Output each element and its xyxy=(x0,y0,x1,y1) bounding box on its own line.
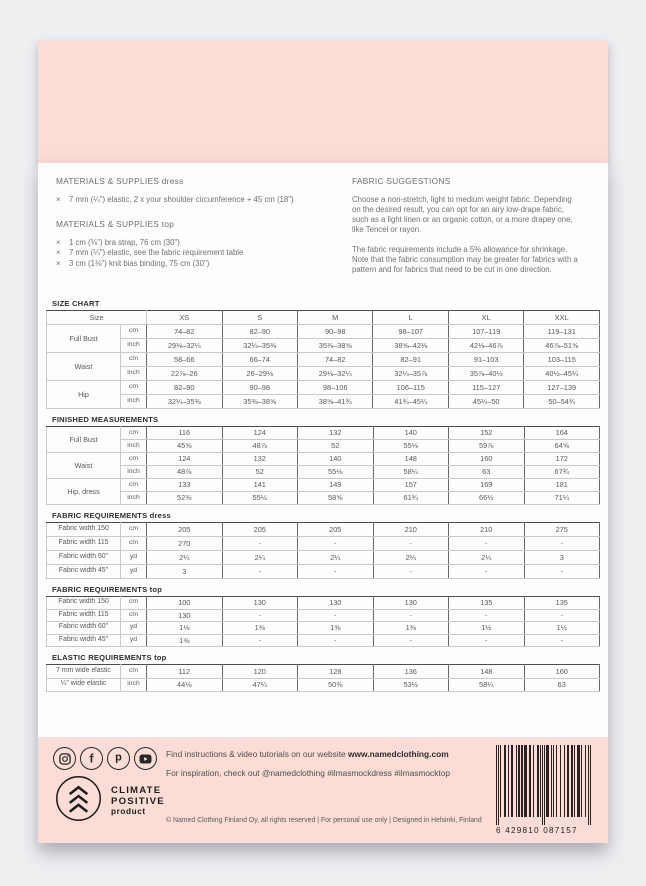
table-cell: 3 xyxy=(524,551,600,565)
table-cell: 67¾ xyxy=(524,466,600,479)
instagram-icon xyxy=(53,747,76,770)
fabric-requirements-top-label: FABRIC REQUIREMENTS top xyxy=(52,585,163,594)
fabric-suggestions-paragraph: The fabric requirements include a 5% allowance for shrinkage. Note that the fabric consumption may be greater for fabrics with a pattern and for fabrics that need to be cut in one direction. xyxy=(352,245,578,274)
table-cell: - xyxy=(298,565,374,579)
table-cell: 210 xyxy=(449,523,525,537)
table-cell: S xyxy=(222,311,297,325)
materials-top-item xyxy=(56,259,356,270)
bullet-cross-icon: × xyxy=(56,237,61,247)
table-cell: Waist xyxy=(47,353,121,381)
table-cell: 58¼ xyxy=(373,466,449,479)
table-cell: Fabric width 45" xyxy=(47,634,121,647)
size-chart-table-host xyxy=(46,310,600,409)
table-cell: 52 xyxy=(298,440,374,453)
materials-top-item-text: 1 cm (⅜") bra strap, 76 cm (30") xyxy=(69,237,180,247)
table-cell: 149 xyxy=(298,479,374,492)
table-cell: 58–66 xyxy=(147,353,222,367)
table-cell: 1⅜ xyxy=(373,622,449,635)
table-cell: 44⅛ xyxy=(147,678,223,692)
table-cell: 74–82 xyxy=(297,353,372,367)
table-cell: 120 xyxy=(222,665,298,679)
table-cell: 205 xyxy=(298,523,374,537)
table-cell: 50–54¾ xyxy=(524,395,600,409)
table-row xyxy=(47,479,600,492)
table-cell: 112 xyxy=(147,665,223,679)
table-cell: yd xyxy=(121,622,147,635)
table-cell: 45¼–50 xyxy=(448,395,523,409)
table-cell: 82–90 xyxy=(147,381,222,395)
table-cell: cm xyxy=(121,523,147,537)
table-cell: 2¼ xyxy=(373,551,449,565)
table-cell: 59⅞ xyxy=(449,440,525,453)
table-cell: 35⅞–40½ xyxy=(448,367,523,381)
table-cell: ¼" wide elastic xyxy=(47,678,121,692)
table-cell: - xyxy=(449,537,525,551)
table-cell: 169 xyxy=(449,479,525,492)
table-cell: Fabric width 115 xyxy=(47,537,121,551)
table-cell: 172 xyxy=(524,453,600,466)
table-cell: M xyxy=(297,311,372,325)
table-cell: Fabric width 115 xyxy=(47,609,121,622)
table-cell: cm xyxy=(121,665,147,679)
table-cell: 130 xyxy=(147,609,223,622)
table-cell: 148 xyxy=(373,453,449,466)
table-cell: 2¼ xyxy=(298,551,374,565)
table-cell: - xyxy=(298,609,374,622)
table-cell: 38⅝–41¾ xyxy=(297,395,372,409)
table-row xyxy=(47,551,600,565)
table-row xyxy=(47,427,600,440)
table-cell: - xyxy=(298,537,374,551)
table-cell: cm xyxy=(121,453,147,466)
elastic-requirements-top-label: ELASTIC REQUIREMENTS top xyxy=(52,653,167,662)
table-cell: 35⅜–38⅝ xyxy=(297,339,372,353)
fabric-requirements-top-table-host xyxy=(46,596,600,647)
table-cell: 119–131 xyxy=(524,325,600,339)
copyright-line: © Named Clothing Finland Oy, all rights reserved | For personal use only | Designed in Helsinki, Finland xyxy=(166,817,482,824)
size-chart-label: SIZE CHART xyxy=(52,299,100,308)
table-cell: - xyxy=(373,634,449,647)
finished-measurements-section xyxy=(46,415,600,505)
size-chart-section xyxy=(46,299,600,409)
finished-measurements-label: FINISHED MEASUREMENTS xyxy=(52,415,159,424)
table-cell: inch xyxy=(121,367,147,381)
elastic-requirements-top-table-host xyxy=(46,664,600,692)
table-row xyxy=(47,353,600,367)
table-cell: 133 xyxy=(147,479,223,492)
table-cell: inch xyxy=(121,440,147,453)
footer-band xyxy=(38,737,608,843)
table-cell: 90–98 xyxy=(222,381,297,395)
table-cell: Full Bust xyxy=(47,427,121,453)
fabric-requirements-dress-table-host xyxy=(46,522,600,579)
barcode-bars xyxy=(496,745,591,825)
table-cell: cm xyxy=(121,597,147,610)
table-cell: 124 xyxy=(222,427,298,440)
table-row xyxy=(47,565,600,579)
table-cell: 130 xyxy=(298,597,374,610)
table-cell: 275 xyxy=(524,523,600,537)
fabric-requirements-dress-section xyxy=(46,511,600,579)
bullet-cross-icon: × xyxy=(56,248,61,257)
table-cell: 152 xyxy=(449,427,525,440)
table-cell: 1½ xyxy=(524,622,600,635)
table-row xyxy=(47,440,600,453)
table-cell: 29⅛–32¼ xyxy=(297,367,372,381)
table-cell: - xyxy=(449,609,525,622)
pinterest-icon: p xyxy=(107,747,130,770)
barcode xyxy=(496,745,591,835)
table-row xyxy=(47,634,600,647)
table-cell: 205 xyxy=(147,523,223,537)
bullet-cross-icon: × xyxy=(56,195,61,204)
table-cell: - xyxy=(222,537,298,551)
table-row xyxy=(47,622,600,635)
table-cell: 164 xyxy=(524,427,600,440)
table-cell: - xyxy=(449,565,525,579)
climate-text-line3: product xyxy=(111,807,146,816)
website-line-text: Find instructions & video tutorials on our website xyxy=(166,749,349,759)
fabric-requirements-dress-table xyxy=(46,522,600,579)
table-cell: 130 xyxy=(373,597,449,610)
table-cell: 40½–45¼ xyxy=(524,367,600,381)
table-row xyxy=(47,597,600,610)
youtube-icon xyxy=(134,747,157,770)
climate-chevrons-icon xyxy=(55,775,102,822)
table-cell: - xyxy=(298,634,374,647)
table-cell: 135 xyxy=(524,597,600,610)
table-cell: 141 xyxy=(222,479,298,492)
table-cell: 55½ xyxy=(222,492,298,505)
table-cell: 55⅛ xyxy=(373,440,449,453)
materials-top-item xyxy=(56,238,356,249)
table-cell: 82–91 xyxy=(373,353,448,367)
table-header-row xyxy=(47,311,600,325)
table-cell: 140 xyxy=(298,453,374,466)
table-cell: 100 xyxy=(147,597,223,610)
materials-dress-item xyxy=(56,195,356,206)
table-cell: 1⅜ xyxy=(222,622,298,635)
table-cell: 42⅛–46⅞ xyxy=(448,339,523,353)
table-row xyxy=(47,678,600,692)
table-cell: 106–115 xyxy=(373,381,448,395)
table-row xyxy=(47,665,600,679)
table-cell: 41¾–45¼ xyxy=(373,395,448,409)
table-cell: 58⅝ xyxy=(298,492,374,505)
table-cell: 98–107 xyxy=(373,325,448,339)
table-cell: Hip xyxy=(47,381,121,409)
table-cell: 2¼ xyxy=(147,551,223,565)
table-cell: 82–90 xyxy=(222,325,297,339)
table-row xyxy=(47,395,600,409)
table-cell: 1½ xyxy=(449,622,525,635)
table-cell: 50⅜ xyxy=(298,678,374,692)
facebook-icon: f xyxy=(80,747,103,770)
table-cell: 45⅝ xyxy=(147,440,223,453)
fabric-suggestions-paragraph: Choose a non-stretch, light to medium weight fabric. Depending on the desired result, you can opt for an airy low-drape fabric, such as a light linen or an organic cotton, or a more drapey one, like Tencel or rayon. xyxy=(352,195,573,234)
table-cell: - xyxy=(373,609,449,622)
table-cell: 1⅜ xyxy=(147,634,223,647)
materials-top-title: MATERIALS & SUPPLIES top xyxy=(56,218,175,229)
table-cell: yd xyxy=(121,551,147,565)
finished-measurements-table-host xyxy=(46,426,600,505)
table-cell: XS xyxy=(147,311,222,325)
climate-positive-logo xyxy=(55,775,165,822)
finished-measurements-table xyxy=(46,426,600,505)
table-cell: 107–119 xyxy=(448,325,523,339)
climate-text-line1: CLIMATE xyxy=(111,785,162,796)
table-cell: cm xyxy=(121,537,147,551)
materials-dress-item-text: 7 mm (¼") elastic, 2 x your shoulder circumference + 45 cm (18") xyxy=(69,195,294,204)
table-cell: - xyxy=(524,634,600,647)
table-cell: 29⅛–32¼ xyxy=(147,339,222,353)
table-cell: 2¼ xyxy=(449,551,525,565)
table-cell: 35⅜–38⅝ xyxy=(222,395,297,409)
table-cell: 63 xyxy=(524,678,600,692)
table-cell: cm xyxy=(121,427,147,440)
table-cell: 1⅜ xyxy=(298,622,374,635)
website-line xyxy=(166,749,449,759)
size-chart-table xyxy=(46,310,600,409)
table-cell: Fabric width 150 xyxy=(47,523,121,537)
table-cell: 181 xyxy=(524,479,600,492)
table-cell: 26–29⅛ xyxy=(222,367,297,381)
table-cell: 103–115 xyxy=(524,353,600,367)
table-cell: inch xyxy=(121,339,147,353)
table-cell: - xyxy=(449,634,525,647)
table-cell: L xyxy=(373,311,448,325)
table-cell: 124 xyxy=(147,453,223,466)
pink-cover-panel xyxy=(38,40,608,163)
table-row xyxy=(47,609,600,622)
table-cell: - xyxy=(373,565,449,579)
pattern-instruction-sheet xyxy=(38,163,608,843)
table-cell: cm xyxy=(121,479,147,492)
table-cell: 55⅛ xyxy=(298,466,374,479)
table-cell: 38⅝–42⅛ xyxy=(373,339,448,353)
table-row xyxy=(47,537,600,551)
table-row xyxy=(47,381,600,395)
table-row xyxy=(47,453,600,466)
table-cell: Hip, dress xyxy=(47,479,121,505)
table-cell: 2¼ xyxy=(222,551,298,565)
table-cell: Full Bust xyxy=(47,325,121,353)
table-cell: 132 xyxy=(222,453,298,466)
table-cell: - xyxy=(524,565,600,579)
table-cell: 136 xyxy=(373,665,449,679)
table-cell: 270 xyxy=(147,537,223,551)
table-row xyxy=(47,523,600,537)
fabric-suggestions-section xyxy=(352,176,580,275)
table-cell: 127–139 xyxy=(524,381,600,395)
website-url: www.namedclothing.com xyxy=(348,749,449,759)
table-cell: inch xyxy=(121,678,147,692)
table-cell: 52 xyxy=(222,466,298,479)
materials-top-item xyxy=(56,248,356,259)
table-cell: 148 xyxy=(449,665,525,679)
materials-dress-title: MATERIALS & SUPPLIES dress xyxy=(56,176,184,186)
table-row xyxy=(47,466,600,479)
table-cell: 32¼–35⅞ xyxy=(373,367,448,381)
table-row xyxy=(47,325,600,339)
table-cell: cm xyxy=(121,325,147,339)
table-cell: - xyxy=(222,609,298,622)
table-row xyxy=(47,367,600,381)
table-cell: 130 xyxy=(222,597,298,610)
fabric-requirements-top-table xyxy=(46,596,600,647)
fabric-suggestions-title: FABRIC SUGGESTIONS xyxy=(352,176,451,186)
table-cell: cm xyxy=(121,353,147,367)
table-cell: 32¼–35⅜ xyxy=(222,339,297,353)
table-cell: 63 xyxy=(449,466,525,479)
social-icons xyxy=(53,747,161,770)
table-cell: 74–82 xyxy=(147,325,222,339)
table-cell: Fabric width 60" xyxy=(47,551,121,565)
bullet-cross-icon: × xyxy=(56,258,61,268)
table-cell: 98–106 xyxy=(297,381,372,395)
table-cell: inch xyxy=(121,492,147,505)
table-cell: 1⅛ xyxy=(147,622,223,635)
table-cell: inch xyxy=(121,395,147,409)
table-cell: 66½ xyxy=(449,492,525,505)
table-cell: XXL xyxy=(524,311,600,325)
table-cell: - xyxy=(524,537,600,551)
table-cell: 48⅞ xyxy=(222,440,298,453)
materials-section xyxy=(56,176,356,269)
table-cell: 22⅞–26 xyxy=(147,367,222,381)
tables-section xyxy=(46,299,600,698)
table-cell: 46⅞–51⅝ xyxy=(524,339,600,353)
table-cell: - xyxy=(222,634,298,647)
fabric-requirements-dress-label: FABRIC REQUIREMENTS dress xyxy=(52,511,171,520)
table-cell: - xyxy=(373,537,449,551)
table-cell: 157 xyxy=(373,479,449,492)
table-cell: Fabric width 150 xyxy=(47,597,121,610)
barcode-digits: 6 429810 087157 xyxy=(496,826,578,835)
table-cell: 71¼ xyxy=(524,492,600,505)
table-cell: 66–74 xyxy=(222,353,297,367)
fabric-requirements-top-section xyxy=(46,585,600,647)
table-cell: 160 xyxy=(449,453,525,466)
table-cell: 90–98 xyxy=(297,325,372,339)
table-cell: cm xyxy=(121,609,147,622)
table-cell: 64⅝ xyxy=(524,440,600,453)
table-cell: 48⅞ xyxy=(147,466,223,479)
table-cell: 53½ xyxy=(373,678,449,692)
materials-top-item-text: 3 cm (1⅛") knit bias binding, 75 cm (30") xyxy=(69,258,210,268)
elastic-requirements-top-section xyxy=(46,653,600,692)
table-cell: 7 mm wide elastic xyxy=(47,665,121,679)
materials-top-item-text: 7 mm (¼") elastic, see the fabric requirement table xyxy=(69,248,244,257)
table-cell: 135 xyxy=(449,597,525,610)
table-cell: XL xyxy=(448,311,523,325)
table-cell: 58¼ xyxy=(449,678,525,692)
table-cell: - xyxy=(524,609,600,622)
table-cell: Fabric width 60" xyxy=(47,622,121,635)
table-cell: inch xyxy=(121,466,147,479)
inspiration-line: For inspiration, check out @namedclothing #ilmasmockdress #ilmasmocktop xyxy=(166,768,451,778)
table-cell: 61¾ xyxy=(373,492,449,505)
table-row xyxy=(47,492,600,505)
table-cell: 3 xyxy=(147,565,223,579)
table-cell: 32¼–35⅜ xyxy=(147,395,222,409)
table-cell: 52⅜ xyxy=(147,492,223,505)
table-cell: 205 xyxy=(222,523,298,537)
table-cell: 91–103 xyxy=(448,353,523,367)
table-cell: yd xyxy=(121,565,147,579)
table-cell: yd xyxy=(121,634,147,647)
table-cell: Size xyxy=(47,311,147,325)
table-cell: 160 xyxy=(524,665,600,679)
table-cell: 116 xyxy=(147,427,223,440)
elastic-requirements-top-table xyxy=(46,664,600,692)
table-cell: 128 xyxy=(298,665,374,679)
table-row xyxy=(47,339,600,353)
table-cell: 47¼ xyxy=(222,678,298,692)
table-cell: 132 xyxy=(298,427,374,440)
table-cell: cm xyxy=(121,381,147,395)
table-cell: 115–127 xyxy=(448,381,523,395)
climate-text-line2: POSITIVE xyxy=(111,796,165,807)
table-cell: 140 xyxy=(373,427,449,440)
table-cell: Waist xyxy=(47,453,121,479)
table-cell: Fabric width 45" xyxy=(47,565,121,579)
table-cell: - xyxy=(222,565,298,579)
table-cell: 210 xyxy=(373,523,449,537)
